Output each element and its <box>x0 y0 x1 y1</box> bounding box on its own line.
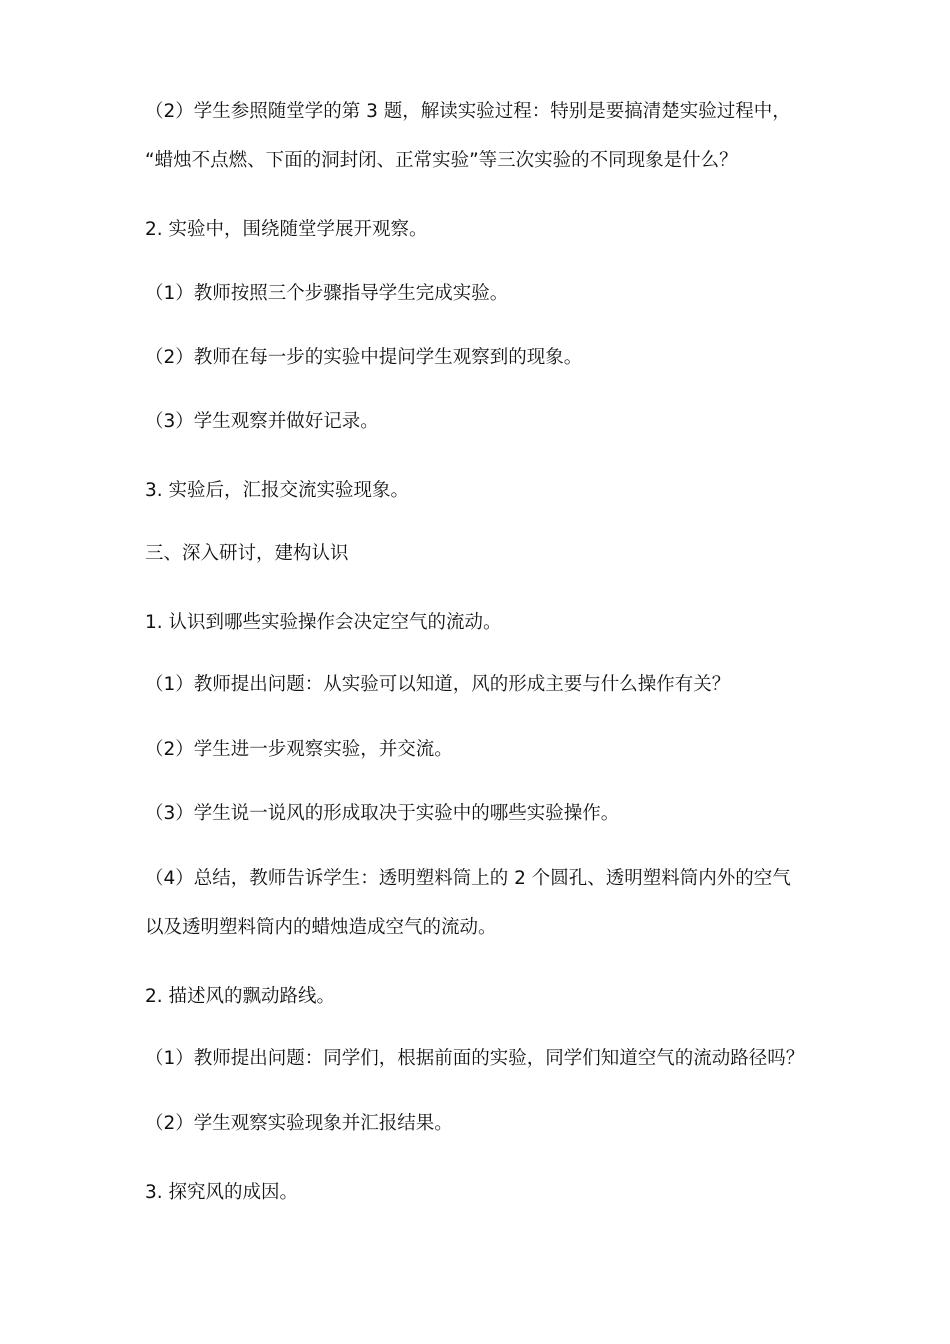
paragraph-line: （1）教师提出问题：同学们，根据前面的实验，同学们知道空气的流动路径吗？ <box>145 1048 805 1069</box>
paragraph-line: （1）教师提出问题：从实验可以知道，风的形成主要与什么操作有关？ <box>145 674 731 695</box>
paragraph-line: （4）总结，教师告诉学生：透明塑料筒上的 2 个圆孔、透明塑料筒内外的空气 <box>145 868 791 889</box>
paragraph-line: 2. 描述风的飘动路线。 <box>145 986 336 1007</box>
paragraph-line: （3）学生说一说风的形成取决于实验中的哪些实验操作。 <box>145 803 620 824</box>
paragraph-line: 1. 认识到哪些实验操作会决定空气的流动。 <box>145 612 502 633</box>
paragraph-line: （2）学生观察实验现象并汇报结果。 <box>145 1113 453 1134</box>
paragraph-line: （3）学生观察并做好记录。 <box>145 411 379 432</box>
paragraph-line: （2）学生参照随堂学的第 3 题，解读实验过程：特别是要搞清楚实验过程中， <box>145 101 791 122</box>
paragraph-line: （2）学生进一步观察实验，并交流。 <box>145 739 453 760</box>
paragraph-line: 3. 探究风的成因。 <box>145 1182 299 1203</box>
paragraph-line: 3. 实验后，汇报交流实验现象。 <box>145 480 410 501</box>
paragraph-line: （1）教师按照三个步骤指导学生完成实验。 <box>145 283 509 304</box>
paragraph-line: 2. 实验中，围绕随堂学展开观察。 <box>145 219 428 240</box>
section-heading: 三、深入研讨，建构认识 <box>145 543 349 564</box>
paragraph-line: “蜡烛不点燃、下面的洞封闭、正常实验”等三次实验的不同现象是什么？ <box>145 150 738 171</box>
paragraph-line: （2）教师在每一步的实验中提问学生观察到的现象。 <box>145 347 583 368</box>
paragraph-line: 以及透明塑料筒内的蜡烛造成空气的流动。 <box>145 917 497 938</box>
